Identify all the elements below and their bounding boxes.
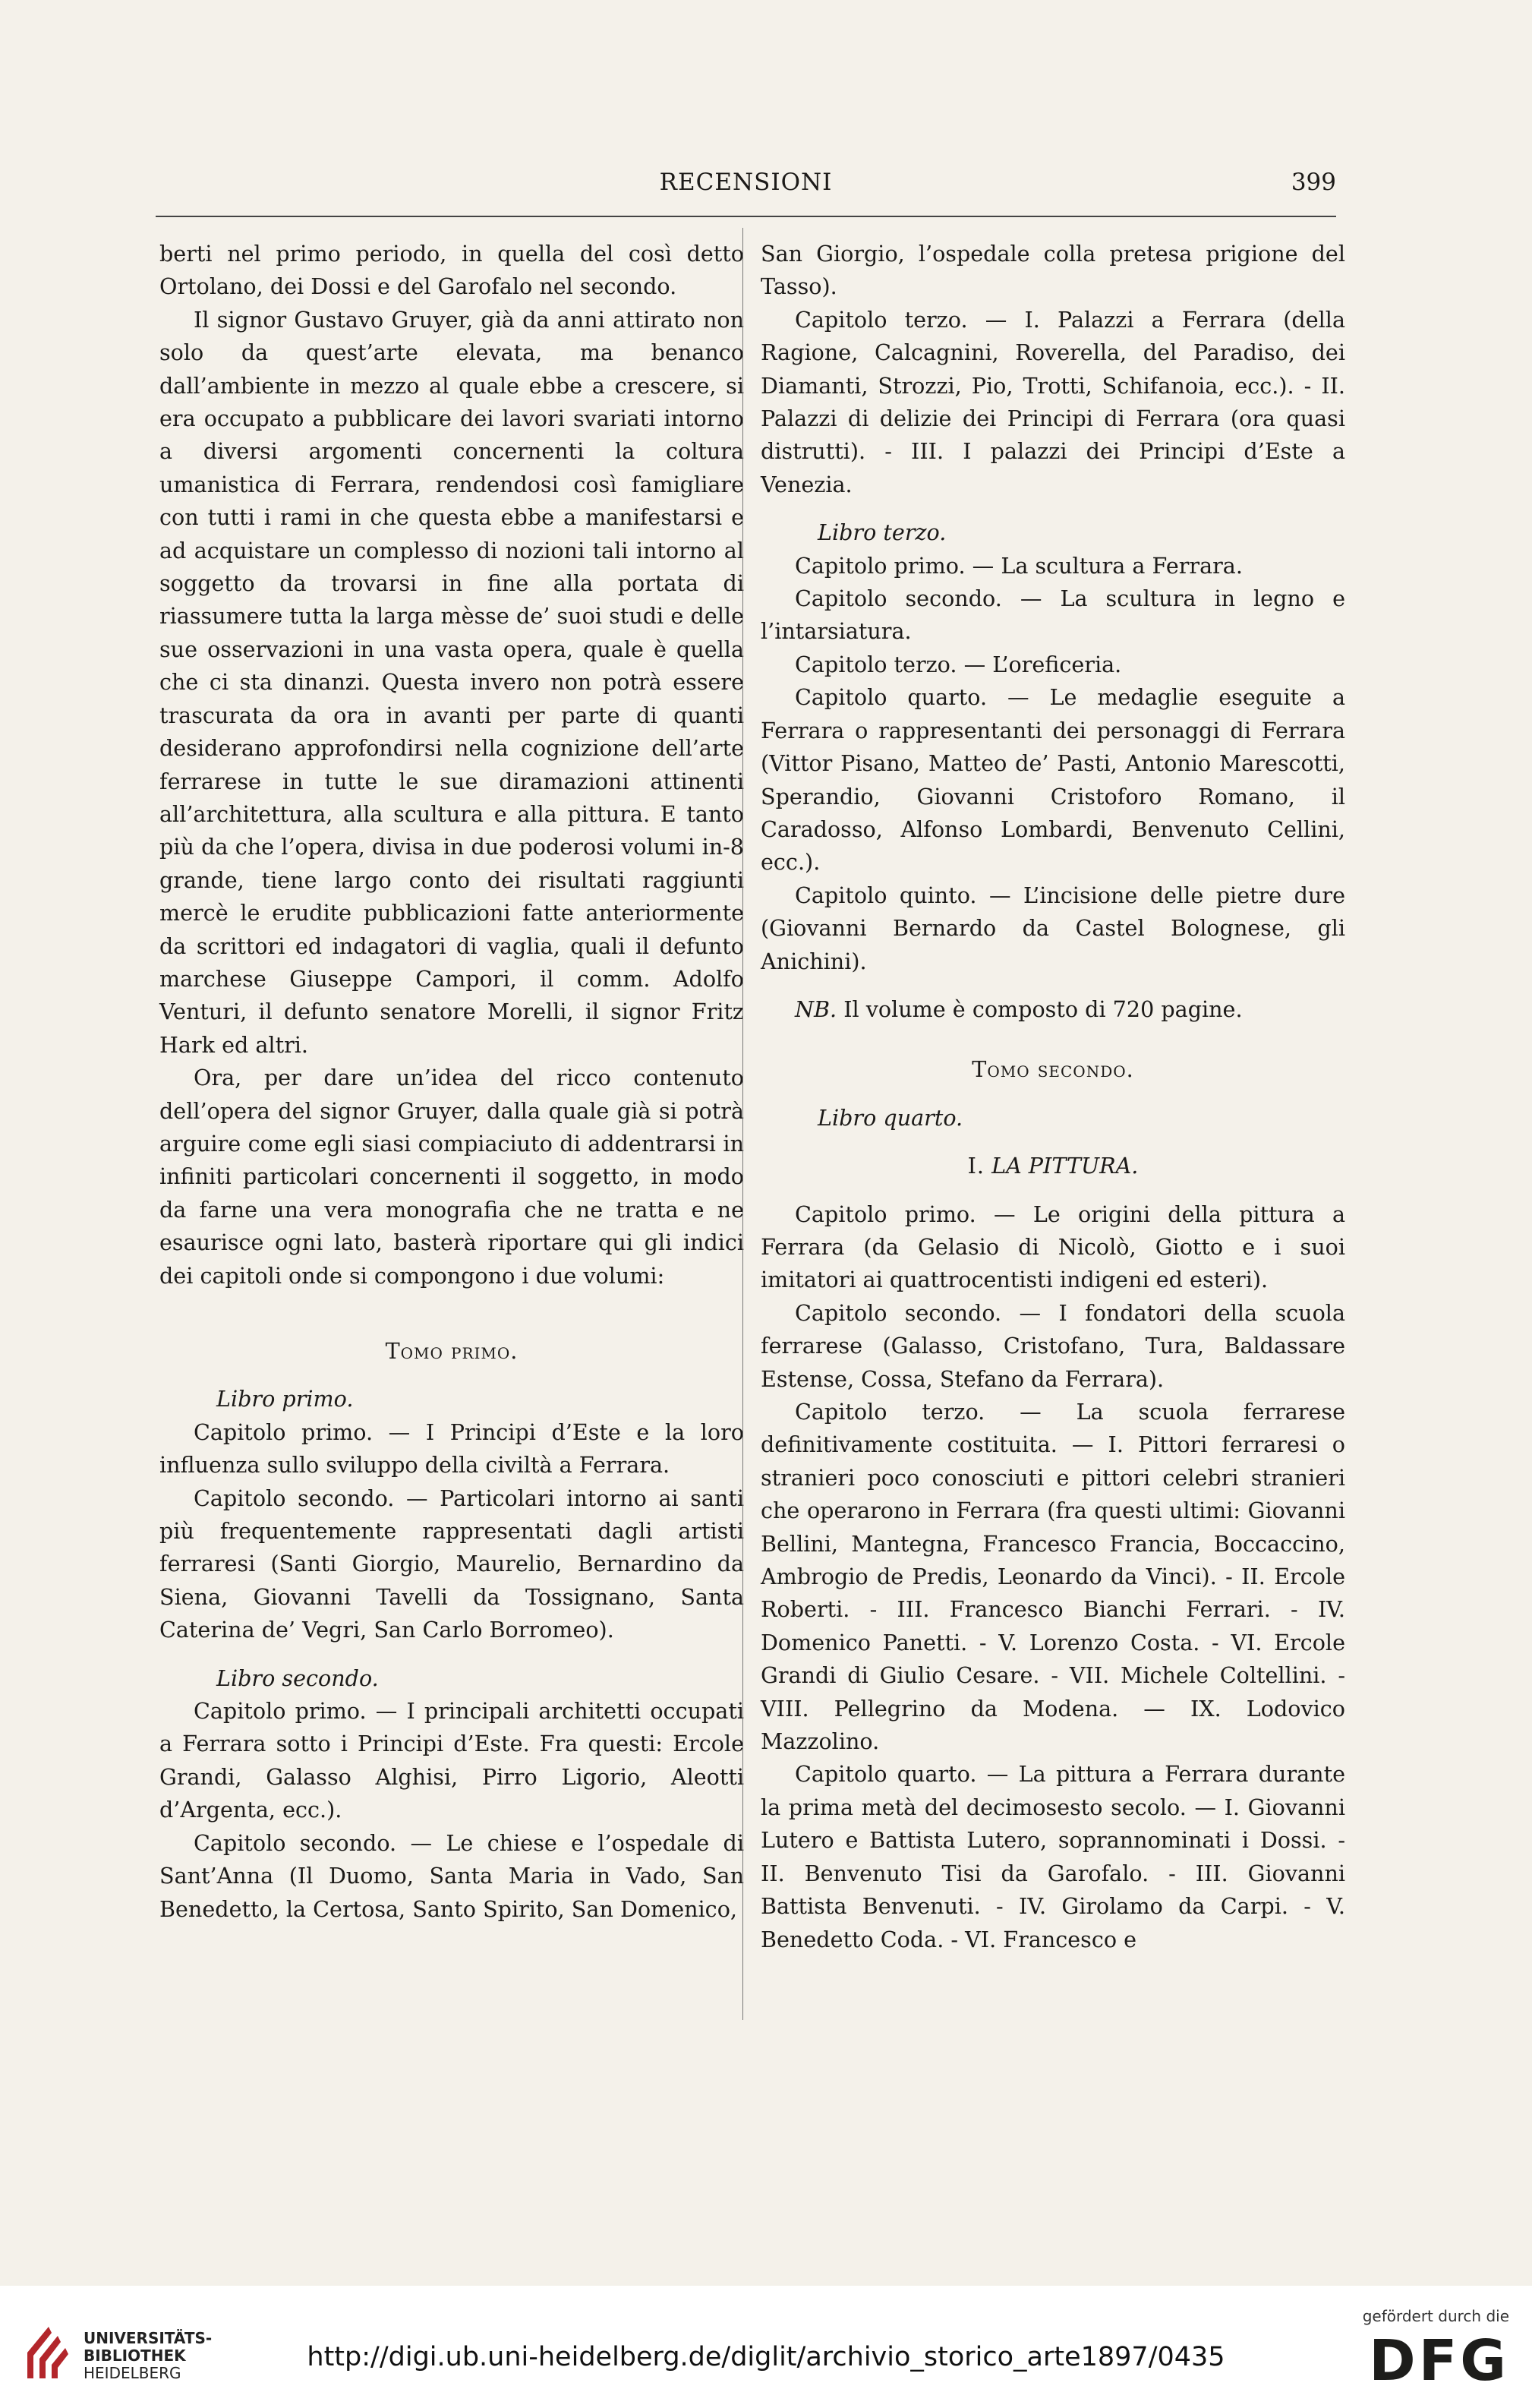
chapter-entry: Capitolo secondo. — I fondatori della scuola ferrarese (Galasso, Cristofano, Tura, Baldassare Estense, Cossa, Stefano da Ferrara). — [761, 1299, 1345, 1392]
part-title: LA PITTURA. — [991, 1153, 1139, 1179]
dfg-logo: DFG — [1369, 2328, 1509, 2394]
chapter-entry: Capitolo quarto. — La pittura a Ferrara durante la prima metà del decimosesto secolo. — I. Giovanni Lutero e Battista Lutero, soprannominati i Dossi. - II. Benvenuto Tisi da Garofalo. - III. Giovanni Battista Benvenuti. - IV. Girolamo da Carpi. - V. Benedetto Coda. - VI. Francesco e — [761, 1761, 1345, 1952]
funded-by-label: gefördert durch die — [1362, 2307, 1509, 2325]
note-paragraph — [761, 993, 1345, 1026]
chapter-entry: Capitolo terzo. — I. Palazzi a Ferrara (della Ragione, Calcagnini, Roverella, del Paradiso, dei Diamanti, Strozzi, Pio, Trotti, Schifanoia, ecc.). - II. Palazzi di delizie dei Principi di Ferrara (ora quasi distrutti). - III. I palazzi dei Principi d’Este a Venezia. — [761, 306, 1345, 497]
chapter-entry: Capitolo secondo. — La scultura in legno e l’intarsiatura. — [761, 585, 1345, 645]
paragraph: berti nel primo periodo, in quella del così detto Ortolano, dei Dossi e del Garofalo nel secondo. — [159, 241, 744, 300]
library-name: UNIVERSITÄTS- BIBLIOTHEK HEIDELBERG — [84, 2329, 213, 2382]
chapter-entry: Capitolo primo. — La scultura a Ferrara. — [795, 552, 1243, 579]
chapter-entry: Capitolo quinto. — L’incisione delle pietre dure (Giovanni Bernardo da Castel Bolognese, gli Anichini). — [761, 882, 1345, 974]
column-divider — [742, 228, 743, 2020]
note-label: NB. — [795, 996, 837, 1022]
chapter-entry: Capitolo secondo. — Particolari intorno ai santi più frequentemente rappresentati dagli artisti ferraresi (Santi Giorgio, Maurelio, Bernardino da Siena, Giovanni Tavelli da Tossignano, Santa Caterina de’ Vegri, San Carlo Borromeo). — [159, 1485, 744, 1643]
section-heading-tomo-secondo: Tomo secondo. — [972, 1056, 1134, 1083]
running-title: RECENSIONI — [659, 169, 833, 196]
page-number: 399 — [1291, 169, 1336, 196]
section-heading-tomo-primo: Tomo primo. — [385, 1338, 519, 1364]
right-column — [761, 238, 1345, 1956]
chapter-entry: Capitolo terzo. — L’oreficeria. — [795, 651, 1122, 677]
viewer-footer — [0, 2286, 1532, 2408]
chapter-entry: Capitolo secondo. — Le chiese e l’ospedale di Sant’Anna (Il Duomo, Santa Maria in Vado, San Benedetto, la Certosa, Santo Spirito, San Domenico, — [159, 1829, 744, 1922]
chapter-entry: Capitolo primo. — I principali architetti occupati a Ferrara sotto i Principi d’Este. Fra questi: Ercole Grandi, Galasso Alghisi, Pirro Ligorio, Aleotti d’Argenta, ecc.). — [159, 1698, 744, 1823]
chapter-entry: Capitolo quarto. — Le medaglie eseguite a Ferrara o rappresentanti dei personaggi di Ferrara (Vittor Pisano, Matteo de’ Pasti, Antonio Marescotti, Sperandio, Giovanni Cristoforo Romano, il Caradosso, Alfonso Lombardi, Benvenuto Cellini, ecc.). — [761, 684, 1345, 876]
left-column — [159, 238, 744, 1926]
header-rule — [156, 216, 1336, 217]
subsection-heading-libro-secondo: Libro secondo. — [216, 1665, 379, 1691]
chapter-entry: Capitolo primo. — Le origini della pittura a Ferrara (da Gelasio di Nicolò, Giotto e i suoi imitatori ai quattrocentisti indigeni ed esteri). — [761, 1201, 1345, 1293]
permalink-url[interactable]: http://digi.ub.uni-heidelberg.de/diglit/archivio_storico_arte1897/0435 — [307, 2342, 1225, 2372]
subsection-heading-libro-quarto: Libro quarto. — [818, 1104, 963, 1131]
paragraph: San Giorgio, l’ospedale colla pretesa prigione del Tasso). — [761, 241, 1345, 300]
paragraph: Ora, per dare un’idea del ricco contenuto dell’opera del signor Gruyer, dalla quale già si potrà arguire come egli siasi compiaciuto di addentrarsi in infiniti particolari concernenti il soggetto, in modo da farne una vera monografia che ne tratta e ne esaurisce ogni lato, basterà riportare qui gli indici dei capitoli onde si compongono i due volumi: — [159, 1065, 744, 1289]
running-header — [156, 169, 1336, 207]
subsection-heading-libro-primo: Libro primo. — [216, 1386, 354, 1412]
chapter-entry: Capitolo terzo. — La scuola ferrarese definitivamente costituita. — I. Pittori ferraresi o stranieri poco conosciuti e pittori celebri stranieri che operarono in Ferrara (fra questi ultimi: Giovanni Bellini, Mantegna, Francesco Francia, Boccaccino, Ambrogio de Predis, Leonardo da Vinci). - II. Ercole Roberti. - III. Francesco Bianchi Ferrari. - IV. Domenico Panetti. - V. Lorenzo Costa. - VI. Ercole Grandi di Giulio Cesare. - VII. Michele Coltellini. - VIII. Pellegrino da Modena. — IX. Lodovico Mazzolino. — [761, 1399, 1345, 1755]
paragraph: Il signor Gustavo Gruyer, già da anni attirato non solo da quest’arte elevata, ma benanco dall’ambiente in mezzo al quale ebbe a crescere, si era occupato a pubblicare dei lavori svariati intorno a diversi argomenti concernenti la coltura umanistica di Ferrara, rendendosi così famigliare con tutti i rami in che questa ebbe a manifestarsi e ad acquistare un complesso di nozioni tali intorno al soggetto da trovarsi in fine alla portata di riassumere tutta la larga mèsse de’ suoi studi e delle sue osservazioni in una vasta opera, quale è quella che ci sta dinanzi. Questa invero non potrà essere trascurata da ora in avanti per parte di quanti desiderano approfondirsi nella cognizione dell’arte ferrarese in tutte le sue diramazioni attinenti all’architettura, alla scultura e alla pittura. E tanto più da che l’opera, divisa in due poderosi volumi in-8 grande, tiene largo conto dei risultati raggiunti mercè le erudite pubblicazioni fatte anteriormente da scrittori ed indagatori di vaglia, quali il defunto marchese Giuseppe Campori, il comm. Adolfo Venturi, il defunto senatore Morelli, il signor Fritz Hark ed altri. — [159, 306, 744, 1058]
chapter-entry: Capitolo primo. — I Principi d’Este e la loro influenza sullo sviluppo della civiltà a Ferrara. — [159, 1419, 744, 1479]
part-number: I. — [967, 1153, 985, 1179]
subsection-heading-libro-terzo: Libro terzo. — [818, 519, 947, 546]
note-text: Il volume è composto di 720 pagine. — [843, 996, 1243, 1022]
part-heading — [761, 1150, 1345, 1182]
